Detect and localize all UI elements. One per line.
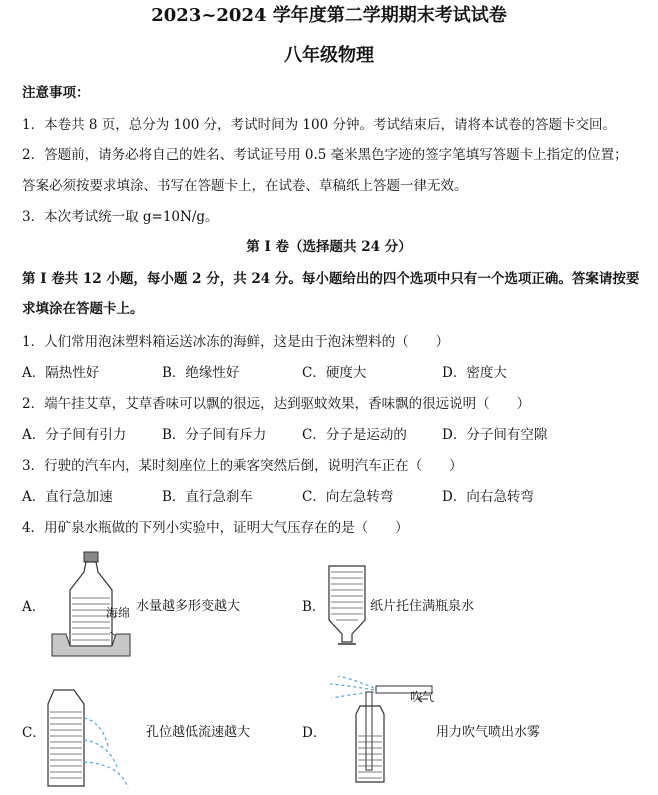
question-4-option-a-caption: 水量越多形变越大 [136,599,241,614]
section-instruction-cont: 求填涂在答题卡上。 [22,301,144,317]
blow-label: 吹气 [410,690,435,704]
question-1-option-b[interactable]: B．绝缘性好 [162,365,240,381]
question-3-option-a[interactable]: A．直行急加速 [22,489,113,505]
question-2-option-a[interactable]: A．分子间有引力 [22,427,127,443]
question-2-option-d[interactable]: D．分子间有空隙 [442,427,548,443]
notice-item-2-cont: 答案必须按要求填涂、书写在答题卡上，在试卷、草稿纸上答题一律无效。 [22,178,468,194]
exam-title: 2023~2024 学年度第二学期期末考试试卷 [151,5,507,26]
bottle-with-holes-illustration [44,688,154,790]
question-4-option-b-caption: 纸片托住满瓶泉水 [370,599,475,614]
question-1-stem: 1．人们常用泡沫塑料箱运送冰冻的海鲜，这是由于泡沫塑料的（ ） [22,334,450,350]
section-instruction: 第 I 卷共 12 小题，每小题 2 分，共 24 分。每小题给出的四个选项中只有一个选项正确。答案请按要 [22,271,640,287]
question-4-option-c[interactable]: C． [22,725,46,741]
section-heading: 第 I 卷（选择题共 24 分） [246,239,412,255]
question-4-stem: 4．用矿泉水瓶做的下列小实验中，证明大气压存在的是（ ） [22,520,409,536]
question-1-option-d[interactable]: D．密度大 [442,365,507,381]
question-2-stem: 2．端午挂艾草，艾草香味可以飘的很远，达到驱蚊效果，香味飘的很远说明（ ） [22,396,531,412]
notice-heading: 注意事项： [22,85,90,101]
question-4-option-d-caption: 用力吹气喷出水雾 [436,725,541,740]
question-2-option-c[interactable]: C．分子是运动的 [302,427,407,443]
question-4-option-d[interactable]: D． [302,725,327,741]
question-1-option-a[interactable]: A．隔热性好 [22,365,100,381]
question-3-option-d[interactable]: D．向右急转弯 [442,489,534,505]
question-2-option-b[interactable]: B．分子间有斥力 [162,427,267,443]
question-3-option-b[interactable]: B．直行急刹车 [162,489,253,505]
question-3-stem: 3．行驶的汽车内，某时刻座位上的乘客突然后倒，说明汽车正在（ ） [22,458,463,474]
sponge-label: 海绵 [106,606,131,620]
notice-item-1: 1．本卷共 8 页，总分为 100 分，考试时间为 100 分钟。考试结束后，请将本试卷的答题卡交回。 [22,117,616,133]
exam-subtitle: 八年级物理 [284,45,374,66]
question-4-option-a[interactable]: A． [22,599,46,615]
question-4-option-c-caption: 孔位越低流速越大 [146,725,251,740]
question-3-option-c[interactable]: C．向左急转弯 [302,489,394,505]
notice-item-3: 3．本次考试统一取 g=10N/g。 [22,209,219,225]
question-1-option-c[interactable]: C．硬度大 [302,365,367,381]
question-4-option-b[interactable]: B． [302,599,326,615]
notice-item-2: 2．答题前，请务必将自己的姓名、考试证号用 0.5 毫米黑色字迹的签字笔填写答题卡上指定的位置； [22,147,628,163]
inverted-bottle-illustration [326,562,368,648]
